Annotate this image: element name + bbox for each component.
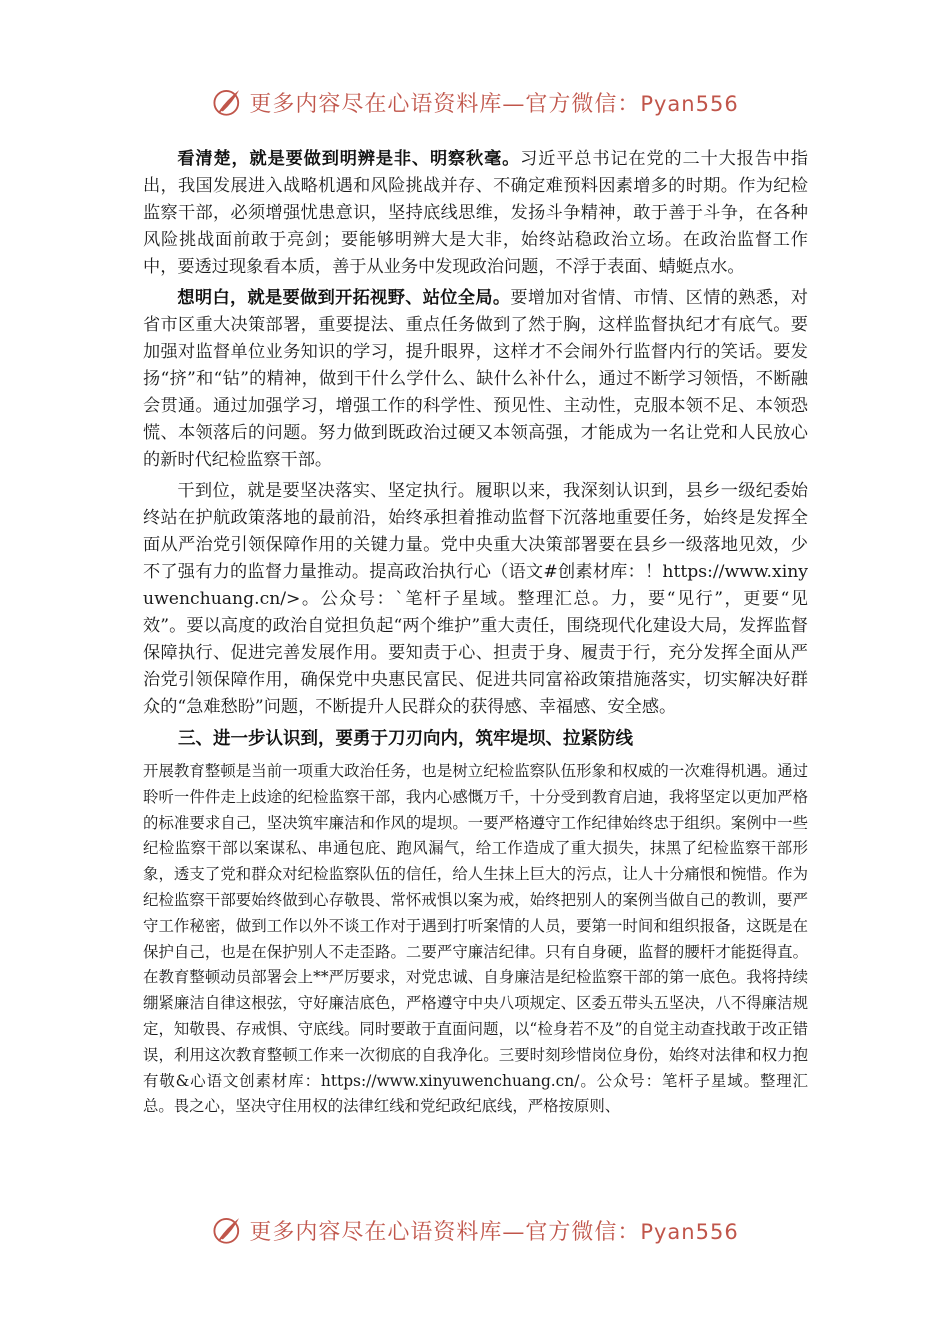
paragraph-1 xyxy=(143,146,808,281)
pen-brush-logo-icon xyxy=(211,85,245,119)
pen-brush-logo-icon xyxy=(211,1213,245,1247)
paragraph-1-lead: 看清楚，就是要做到明辨是非、明察秋毫。 xyxy=(177,149,521,169)
footer-banner-wechat-id: Pyan556 xyxy=(640,1219,739,1244)
paragraph-2 xyxy=(143,285,808,474)
paragraph-2-body: 要增加对省情、市情、区情的熟悉，对省市区重大决策部署，重要提法、重点任务做到了然于胸，这样监督执纪才有底气。要加强对监督单位业务知识的学习，提升眼界，这样才不会闹外行监督内行的笑话。要发扬“挤”和“钻”的精神，做到干什么学什么、缺什么补什么，通过不断学习领悟，不断融会贯通。通过加强学习，增强工作的科学性、预见性、主动性，克服本领不足、本领恐慌、本领落后的问题。努力做到既政治过硬又本领高强，才能成为一名让党和人民放心的新时代纪检监察干部。 xyxy=(143,288,808,470)
header-banner xyxy=(0,82,950,122)
section-body: 开展教育整顿是当前一项重大政治任务，也是树立纪检监察队伍形象和权威的一次难得机遇。通过聆听一件件走上歧途的纪检监察干部，我内心感慨万千，十分受到教育启迪，我将坚定以更加严格的标准要求自己，坚决筑牢廉洁和作风的堤坝。一要严格遵守工作纪律始终忠于组织。案例中一些纪检监察干部以案谋私、串通包庇、跑风漏气，给工作造成了重大损失，抹黑了纪检监察干部形象，透支了党和群众对纪检监察队伍的信任，给人生抹上巨大的污点，让人十分痛恨和惋惜。作为纪检监察干部要始终做到心存敬畏、常怀戒惧以案为戒，始终把别人的案例当做自己的教训，要严守工作秘密，做到工作以外不谈工作对于遇到打听案情的人员，要第一时间和组织报备，这既是在保护自己，也是在保护别人不走歪路。二要严守廉洁纪律。只有自身硬，监督的腰杆才能挺得直。在教育整顿动员部署会上**严厉要求，对党忠诚、自身廉洁是纪检监察干部的第一底色。我将持续绷紧廉洁自律这根弦，守好廉洁底色，严格遵守中央八项规定、区委五带头五坚决，八不得廉洁规定，知敬畏、存戒惧、守底线。同时要敢于直面问题，以“检身若不及”的自觉主动查找敢于改正错误，利用这次教育整顿工作来一次彻底的自我净化。三要时刻珍惜岗位身份，始终对法律和权力抱有敬&心语文创素材库：https://www.xinyuwenchuang.cn/。公众号：笔杆子星域。整理汇总。畏之心，坚决守住用权的法律红线和党纪政纪底线，严格按原则、 xyxy=(143,762,808,1116)
footer-banner-text xyxy=(249,1215,738,1246)
paragraph-1-body: 习近平总书记在党的二十大报告中指出，我国发展进入战略机遇和风险挑战并存、不确定难预料因素增多的时期。作为纪检监察干部，必须增强忧患意识，坚持底线思维，发扬斗争精神，敢于善于斗争，在各种风险挑战面前敢于亮剑；要能够明辨大是大非，始终站稳政治立场。在政治监督工作中，要透过现象看本质，善于从业务中发现政治问题，不浮于表面、蜻蜓点水。 xyxy=(143,149,808,277)
banner-label: 更多内容尽在心语资料库—官方微信： xyxy=(249,91,641,117)
footer-banner-label: 更多内容尽在心语资料库—官方微信： xyxy=(249,1219,641,1245)
document-body xyxy=(143,146,808,1120)
paragraph-2-lead: 想明白，就是要做到开拓视野、站位全局。 xyxy=(177,288,511,308)
section-heading: 三、进一步认识到，要勇于刀刃向内，筑牢堤坝、拉紧防线 xyxy=(178,729,633,749)
banner-wechat-id: Pyan556 xyxy=(640,91,739,116)
paragraph-3-body: 干到位，就是要坚决落实、坚定执行。履职以来，我深刻认识到，县乡一级纪委始终站在护航政策落地的最前沿，始终承担着推动监督下沉落地重要任务，始终是发挥全面从严治党引领保障作用的关键力量。党中央重大决策部署要在县乡一级落地见效，少不了强有力的监督力量推动。提高政治执行心（语文#创素材库：！https://www.xinyuwenchuang.cn/>。公众号：`笔杆子星域。整理汇总。力，要“见行”，更要“见效”。要以高度的政治自觉担负起“两个维护”重大责任，围绕现代化建设大局，发挥监督保障执行、促进完善发展作用。要知责于心、担责于身、履责于行，充分发挥全面从严治党引领保障作用，确保党中央惠民富民、促进共同富裕政策措施落实，切实解决好群众的“急难愁盼”问题，不断提升人民群众的获得感、幸福感、安全感。 xyxy=(143,481,808,717)
banner-text xyxy=(249,87,738,118)
footer-banner xyxy=(0,1210,950,1250)
paragraph-3 xyxy=(143,478,808,721)
